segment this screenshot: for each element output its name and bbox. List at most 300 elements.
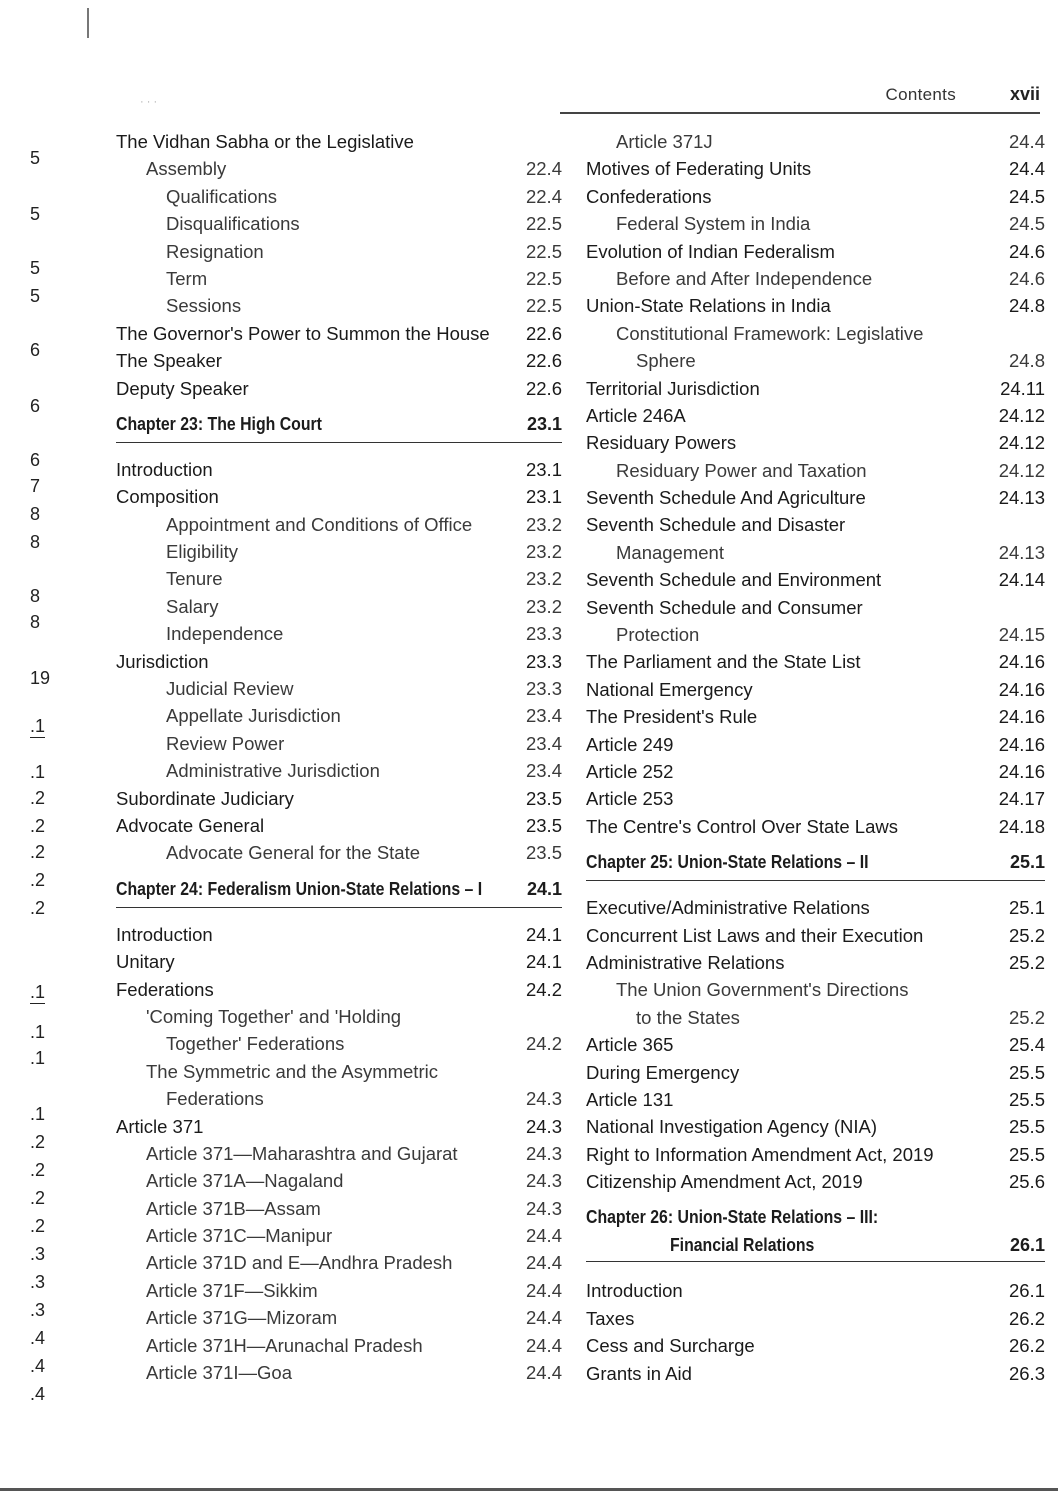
entry-title: Article 371 [116,1115,204,1137]
toc-entry [570,1113,1045,1140]
entry-page: 23.4 [525,760,562,782]
toc-entry [100,702,562,729]
entry-title: Term [166,267,208,289]
toc-entry [100,1030,562,1057]
entry-title: The Parliament and the State List [586,651,861,673]
toc-entry [570,238,1045,265]
entry-title: Administrative Relations [586,951,785,973]
entry-title: Subordinate Judiciary [116,787,294,809]
chapter-title: Chapter 25: Union-State Relations – II [586,852,869,873]
entry-page: 24.16 [998,706,1045,728]
entry-title: Article 371G—Mizoram [146,1307,338,1329]
entry-page: 24.4 [525,1279,562,1301]
toc-entry [570,429,1045,456]
toc-entry [100,812,562,839]
entry-page: 25.6 [1008,1171,1045,1193]
chapter-title: Chapter 26: Union-State Relations – III: [586,1207,879,1228]
entry-title: Article 371A—Nagaland [146,1170,344,1192]
entry-title: Resignation [166,240,264,262]
page-number: xvii [1009,84,1040,104]
toc-entry [570,183,1045,210]
entry-title: Composition [116,486,219,508]
toc-entry [100,1003,562,1030]
entry-page: 22.4 [525,185,562,207]
entry-title: Introduction [116,458,213,480]
entry-title: 'Coming Together' and 'Holding [146,1005,402,1027]
entry-title: Disqualifications [166,213,300,235]
margin-page-fragment: .2 [30,842,46,862]
entry-title: Management [616,541,724,563]
toc-entry [100,1195,562,1222]
entry-title: Salary [166,595,219,617]
entry-title: Article 371J [616,131,713,152]
entry-page: 26.1 [1008,1280,1045,1302]
toc-entry [570,758,1045,785]
chapter-page: 23.1 [526,413,562,434]
toc-entry [570,621,1045,648]
margin-page-fragment: 5 [30,148,41,168]
entry-page: 24.15 [998,624,1045,646]
toc-entry [100,1140,562,1167]
margin-page-fragment: .2 [30,1216,46,1236]
margin-page-fragment: .2 [30,1160,46,1180]
entry-page: 22.6 [525,350,562,372]
toc-entry [100,1277,562,1304]
entry-page: 23.1 [525,486,562,508]
entry-title: Article 371C—Manipur [146,1225,333,1247]
entry-title: Appellate Jurisdiction [166,705,341,727]
entry-page: 24.3 [525,1142,562,1164]
margin-page-fragment: 5 [30,204,41,224]
toc-entry [100,538,562,565]
entry-title: Constitutional Framework: Legislative [616,322,924,344]
margin-page-fragment: .2 [30,870,46,890]
entry-page: 23.5 [525,814,562,836]
entry-page: 23.4 [525,705,562,727]
entry-page: 24.8 [1008,295,1045,317]
entry-title: Advocate General for the State [166,842,421,864]
entry-page: 25.2 [1008,924,1045,946]
entry-page: 24.4 [525,1307,562,1329]
entry-page: 24.11 [1000,377,1045,399]
entry-title: Article 371F—Sikkim [146,1279,318,1301]
toc-entry [570,402,1045,429]
entry-title: Article 371—Maharashtra and Gujarat [146,1142,458,1164]
entry-page: 24.13 [998,541,1045,563]
entry-page: 22.5 [525,267,562,289]
entry-title: Residuary Powers [586,432,737,454]
toc-entry [570,457,1045,484]
toc-entry [570,347,1045,374]
entry-page: 22.4 [525,158,562,180]
toc-entry [100,1113,562,1140]
entry-page: 24.3 [525,1197,562,1219]
toc-entry [100,292,562,319]
toc-entry [100,839,562,866]
toc-entry [570,1305,1045,1332]
margin-page-fragment: .4 [30,1356,46,1376]
toc-entry [570,1141,1045,1168]
margin-page-fragment: 8 [30,612,41,632]
entry-page: 24.16 [998,760,1045,782]
margin-page-fragment: .2 [30,898,46,918]
entry-title: Advocate General [116,814,265,836]
entry-page: 24.18 [998,815,1045,837]
toc-entry [100,128,562,155]
entry-page: 24.1 [525,951,562,973]
chapter-heading [100,867,562,921]
chapter-page: 24.1 [526,878,562,899]
toc-entry [100,238,562,265]
entry-title: Evolution of Indian Federalism [586,240,835,262]
margin-page-fragment: 6 [30,450,41,470]
entry-title: Article 371B—Assam [146,1197,321,1219]
margin-page-fragment: .4 [30,1328,46,1348]
entry-page: 22.6 [525,322,562,344]
toc-entry [100,1085,562,1112]
entry-page: 24.4 [525,1225,562,1247]
entry-page: 24.5 [1008,185,1045,207]
toc-entry [100,976,562,1003]
entry-page: 26.2 [1008,1307,1045,1329]
entry-title: to the States [636,1006,740,1028]
margin-page-fragment: .2 [30,1132,46,1152]
toc-entry [570,813,1045,840]
entry-page: 22.5 [525,295,562,317]
entry-page: 24.12 [998,404,1045,426]
toc-entry [570,676,1045,703]
entry-page: 24.12 [998,432,1045,454]
chapter-page: 26.1 [1009,1235,1045,1256]
entry-page: 24.2 [525,1033,562,1055]
toc-entry [570,648,1045,675]
entry-title: Introduction [586,1280,683,1302]
entry-title: Article 371H—Arunachal Pradesh [146,1334,423,1356]
margin-page-fragment: .2 [30,788,46,808]
page-header [600,82,1042,106]
chapter-title: Chapter 23: The High Court [116,413,322,434]
entry-title: Deputy Speaker [116,377,249,399]
toc-entry [100,1359,562,1386]
chapter-page: 25.1 [1009,852,1045,873]
entry-title: The Speaker [116,350,222,372]
toc-entry [100,183,562,210]
entry-page: 24.14 [998,569,1045,591]
margin-page-fragment: 8 [30,532,41,552]
toc-entry [100,921,562,948]
entry-page: 25.5 [1008,1061,1045,1083]
toc-entry [100,265,562,292]
chapter-rule [586,1261,1045,1262]
entry-title: Seventh Schedule And Agriculture [586,487,866,509]
toc-entry [570,731,1045,758]
chapter-rule [116,442,562,443]
entry-title: Protection [616,624,700,646]
toc-entry [100,155,562,182]
entry-title: Right to Information Amendment Act, 2019 [586,1143,934,1165]
toc-entry [100,456,562,483]
entry-title: Review Power [166,732,285,754]
toc-entry [570,949,1045,976]
entry-title: Concurrent List Laws and their Execution [586,924,924,946]
bottom-edge [0,1488,1058,1491]
entry-title: Federations [166,1088,264,1110]
entry-page: 24.4 [1008,158,1045,180]
entry-title: Seventh Schedule and Disaster [586,514,846,536]
entry-page: 23.1 [525,458,562,480]
entry-title: National Investigation Agency (NIA) [586,1116,878,1138]
entry-page: 23.5 [525,842,562,864]
toc-entry [570,128,1045,155]
entry-title: Article 371D and E—Andhra Pradesh [146,1252,453,1274]
toc-entry [100,320,562,347]
entry-title: Residuary Power and Taxation [616,459,867,481]
margin-page-fragment: .3 [30,1244,46,1264]
entry-title: Seventh Schedule and Environment [586,569,882,591]
margin-page-fragment: .3 [30,1272,46,1292]
toc-entry [100,1058,562,1085]
toc-entry [570,594,1045,621]
margin-page-fragment: 8 [30,586,41,606]
toc-entry [100,648,562,675]
entry-page: 23.4 [525,732,562,754]
entry-title: Judicial Review [166,678,294,700]
entry-page: 23.2 [525,513,562,535]
chapter-heading [570,1195,1045,1277]
margin-page-fragment: .1 [30,762,46,782]
margin-page-fragment: 5 [30,286,41,306]
entry-page: 24.5 [1008,213,1045,235]
toc-right-column [570,128,1045,1387]
toc-entry [100,785,562,812]
margin-page-fragment: .1 [30,982,46,1002]
margin-page-fragment: 8 [30,504,41,524]
toc-left-column [100,128,562,1386]
toc-entry [570,1332,1045,1359]
entry-title: Tenure [166,568,223,590]
entry-page: 24.17 [998,788,1045,810]
entry-page: 25.5 [1008,1088,1045,1110]
toc-entry [100,1304,562,1331]
toc-entry [570,1360,1045,1387]
entry-title: Article 371I—Goa [146,1362,293,1384]
entry-page: 25.2 [1008,951,1045,973]
toc-entry [570,566,1045,593]
entry-title: The Centre's Control Over State Laws [586,815,898,837]
entry-page: 23.2 [525,568,562,590]
entry-title: Sphere [636,350,696,372]
margin-page-fragment: .1 [30,1104,46,1124]
margin-page-fragment: 7 [30,476,41,496]
entry-title: Article 246A [586,404,686,426]
entry-page: 24.12 [998,459,1045,481]
chapter-heading [100,402,562,456]
entry-title: The Union Government's Directions [616,979,909,1001]
entry-page: 24.1 [525,923,562,945]
entry-page: 23.3 [525,678,562,700]
entry-page: 24.16 [998,678,1045,700]
entry-page: 22.6 [525,377,562,399]
toc-entry [100,347,562,374]
entry-title: Union-State Relations in India [586,295,831,317]
entry-page: 25.1 [1008,897,1045,919]
entry-title: Eligibility [166,541,238,563]
entry-page: 26.2 [1008,1335,1045,1357]
left-margin-previous-page [0,0,70,1496]
toc-entry [100,730,562,757]
entry-title: Appointment and Conditions of Office [166,513,473,535]
entry-title: Independence [166,623,284,645]
chapter-rule [116,907,562,908]
entry-page: 24.2 [525,978,562,1000]
toc-entry [100,620,562,647]
running-title: Contents [885,85,956,104]
toc-entry [570,539,1045,566]
toc-entry [570,320,1045,347]
entry-page: 26.3 [1008,1362,1045,1384]
chapter-rule [586,880,1045,881]
entry-title: Unitary [116,951,175,973]
entry-page: 24.3 [525,1170,562,1192]
toc-entry [570,1277,1045,1304]
entry-page: 24.3 [525,1088,562,1110]
toc-entry [100,483,562,510]
toc-entry [100,1222,562,1249]
entry-title: Assembly [146,158,227,180]
toc-entry [570,976,1045,1003]
entry-title: Administrative Jurisdiction [166,760,380,782]
entry-title: Together' Federations [166,1033,345,1055]
entry-page: 24.16 [998,733,1045,755]
entry-title: Federal System in India [616,213,811,235]
entry-title: Qualifications [166,185,278,207]
toc-entry [570,785,1045,812]
entry-title: Article 131 [586,1088,674,1110]
entry-page: 24.4 [1008,131,1045,152]
entry-page: 22.5 [525,213,562,235]
entry-page: 23.3 [525,623,562,645]
entry-page: 23.3 [525,650,562,672]
toc-entry [570,1031,1045,1058]
toc-entry [570,511,1045,538]
toc-entry [570,292,1045,319]
entry-page: 24.4 [525,1252,562,1274]
entry-title: Seventh Schedule and Consumer [586,596,863,618]
toc-entry [100,375,562,402]
margin-page-fragment: 19 [30,668,51,688]
toc-entry [570,894,1045,921]
entry-title: The Symmetric and the Asymmetric [146,1060,438,1082]
chapter-title-line2: Financial Relations [670,1235,815,1256]
entry-page: 24.4 [525,1362,562,1384]
toc-entry [570,375,1045,402]
entry-title: Jurisdiction [116,650,209,672]
toc-entry [570,265,1045,292]
entry-title: Federations [116,978,214,1000]
margin-page-fragment: 6 [30,396,41,416]
entry-title: The Vidhan Sabha or the Legislative [116,131,414,152]
entry-title: During Emergency [586,1061,740,1083]
entry-title: Territorial Jurisdiction [586,377,760,399]
margin-page-fragment: .1 [30,716,46,736]
entry-page: 24.13 [998,487,1045,509]
scan-speck [87,8,89,38]
toc-entry [570,155,1045,182]
toc-entry [100,1249,562,1276]
entry-title: Article 253 [586,788,674,810]
toc-entry [100,757,562,784]
toc-entry [570,1004,1045,1031]
entry-title: Article 249 [586,733,674,755]
toc-entry [100,948,562,975]
entry-page: 24.6 [1008,240,1045,262]
margin-page-fragment: .1 [30,1048,46,1068]
entry-page: 25.2 [1008,1006,1045,1028]
toc-entry [100,675,562,702]
margin-page-fragment: .4 [30,1384,46,1404]
entry-title: Executive/Administrative Relations [586,897,870,919]
margin-page-fragment: 6 [30,340,41,360]
toc-entry [570,484,1045,511]
entry-page: 23.2 [525,595,562,617]
margin-page-fragment: .2 [30,816,46,836]
toc-entry [570,922,1045,949]
entry-title: Article 252 [586,760,674,782]
entry-title: Confederations [586,185,712,207]
entry-page: 22.5 [525,240,562,262]
toc-entry [100,1167,562,1194]
entry-title: Cess and Surcharge [586,1335,755,1357]
scan-dots: · · · [140,96,158,108]
entry-page: 24.16 [998,651,1045,673]
entry-title: The Governor's Power to Summon the House [116,322,490,344]
entry-title: Grants in Aid [586,1362,692,1384]
entry-page: 25.4 [1008,1034,1045,1056]
entry-title: Citizenship Amendment Act, 2019 [586,1171,863,1193]
entry-title: Motives of Federating Units [586,158,812,180]
margin-page-fragment: .3 [30,1300,46,1320]
header-rule [560,112,1040,114]
margin-page-fragment: .2 [30,1188,46,1208]
chapter-title: Chapter 24: Federalism Union-State Relations – I [116,878,483,899]
entry-title: Article 365 [586,1034,674,1056]
entry-title: Sessions [166,295,242,317]
entry-page: 25.5 [1008,1143,1045,1165]
toc-entry [100,210,562,237]
entry-title: Taxes [586,1307,635,1329]
entry-title: Before and After Independence [616,267,873,289]
entry-title: The President's Rule [586,706,758,728]
entry-page: 24.3 [525,1115,562,1137]
margin-page-fragment: 5 [30,258,41,278]
toc-entry [100,511,562,538]
toc-entry [100,1332,562,1359]
toc-entry [570,1059,1045,1086]
entry-page: 24.4 [525,1334,562,1356]
toc-entry [570,210,1045,237]
toc-entry [570,1086,1045,1113]
toc-entry [100,565,562,592]
toc-entry [570,703,1045,730]
entry-page: 23.5 [525,787,562,809]
entry-page: 25.5 [1008,1116,1045,1138]
entry-title: Introduction [116,923,213,945]
entry-page: 23.2 [525,541,562,563]
toc-entry [100,593,562,620]
entry-page: 24.6 [1008,267,1045,289]
entry-page: 24.8 [1008,350,1045,372]
entry-title: National Emergency [586,678,753,700]
